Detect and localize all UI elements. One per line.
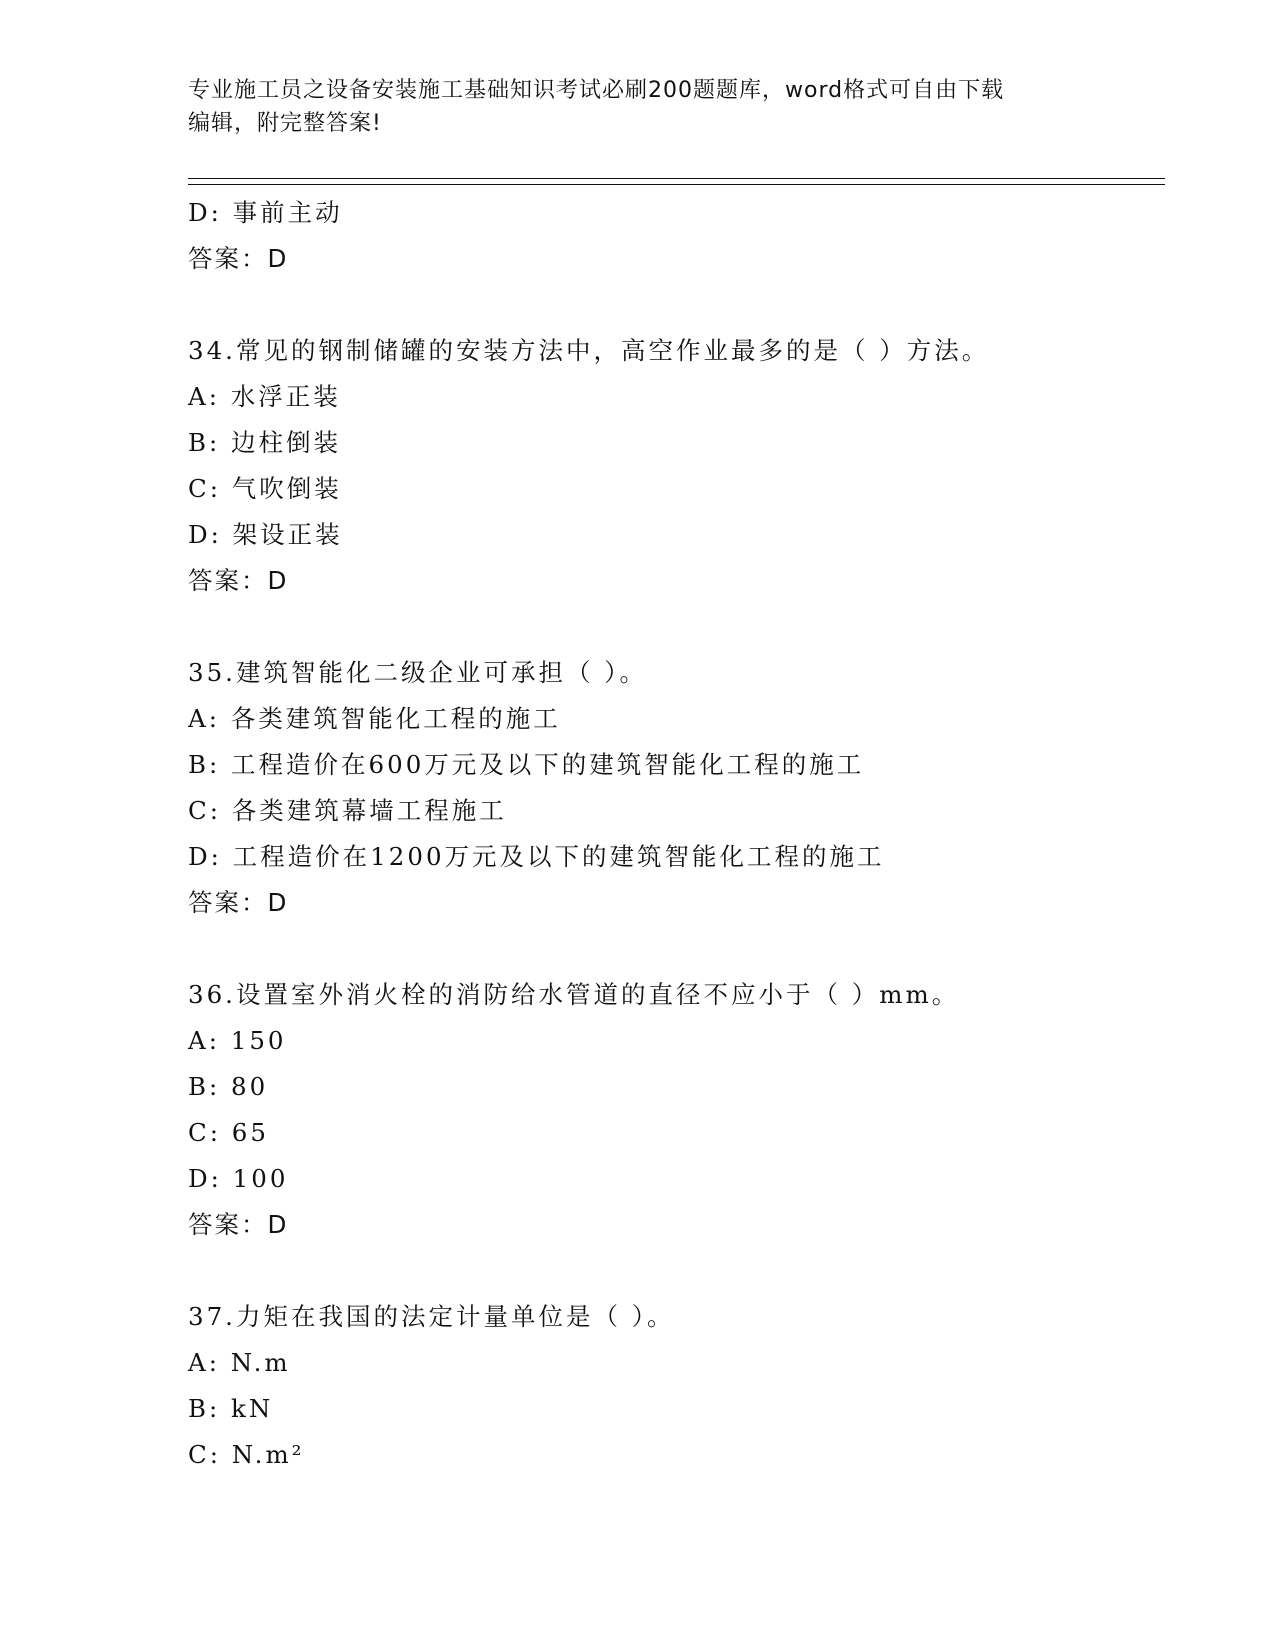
option-c: C: N.m² <box>188 1440 305 1469</box>
option-d: D: 工程造价在1200万元及以下的建筑智能化工程的施工 <box>188 842 885 871</box>
spacer <box>188 282 1168 328</box>
option-a: A: N.m <box>188 1348 291 1377</box>
option-d: D: 事前主动 <box>188 198 343 227</box>
question-stem: 35.建筑智能化二级企业可承担（ ）。 <box>188 658 647 687</box>
option-d: D: 100 <box>188 1164 289 1193</box>
option-a: A: 各类建筑智能化工程的施工 <box>188 704 561 733</box>
option-a: A: 水浮正装 <box>188 382 341 411</box>
question-content <box>188 190 1168 1478</box>
page-header <box>188 74 1088 140</box>
answer-line: 答案：D <box>188 888 289 917</box>
question-stem: 36.设置室外消火栓的消防给水管道的直径不应小于（ ）mm。 <box>188 980 960 1009</box>
option-b: B: 80 <box>188 1072 269 1101</box>
option-a: A: 150 <box>188 1026 287 1055</box>
header-divider-bottom <box>188 184 1165 185</box>
question-stem: 34.常见的钢制储罐的安装方法中，高空作业最多的是（ ）方法。 <box>188 336 990 365</box>
question-36 <box>188 972 1168 1248</box>
answer-line: 答案：D <box>188 1210 289 1239</box>
option-d: D: 架设正装 <box>188 520 343 549</box>
option-b: B: 边柱倒装 <box>188 428 342 457</box>
question-34 <box>188 328 1168 604</box>
spacer <box>188 1248 1168 1294</box>
question-stem: 37.力矩在我国的法定计量单位是（ ）。 <box>188 1302 675 1331</box>
answer-line: 答案：D <box>188 244 289 273</box>
question-37 <box>188 1294 1168 1478</box>
header-title-line-1: 专业施工员之设备安装施工基础知识考试必刷200题题库，word格式可自由下载 <box>188 78 1005 103</box>
option-b: B: 工程造价在600万元及以下的建筑智能化工程的施工 <box>188 750 865 779</box>
option-c: C: 各类建筑幕墙工程施工 <box>188 796 507 825</box>
option-c: C: 65 <box>188 1118 269 1147</box>
header-divider-top <box>188 178 1165 179</box>
spacer <box>188 926 1168 972</box>
option-c: C: 气吹倒装 <box>188 474 342 503</box>
spacer <box>188 604 1168 650</box>
carry-over-block <box>188 190 1168 282</box>
answer-line: 答案：D <box>188 566 289 595</box>
question-35 <box>188 650 1168 926</box>
header-title-line-2: 编辑，附完整答案! <box>188 111 382 136</box>
option-b: B: kN <box>188 1394 274 1423</box>
